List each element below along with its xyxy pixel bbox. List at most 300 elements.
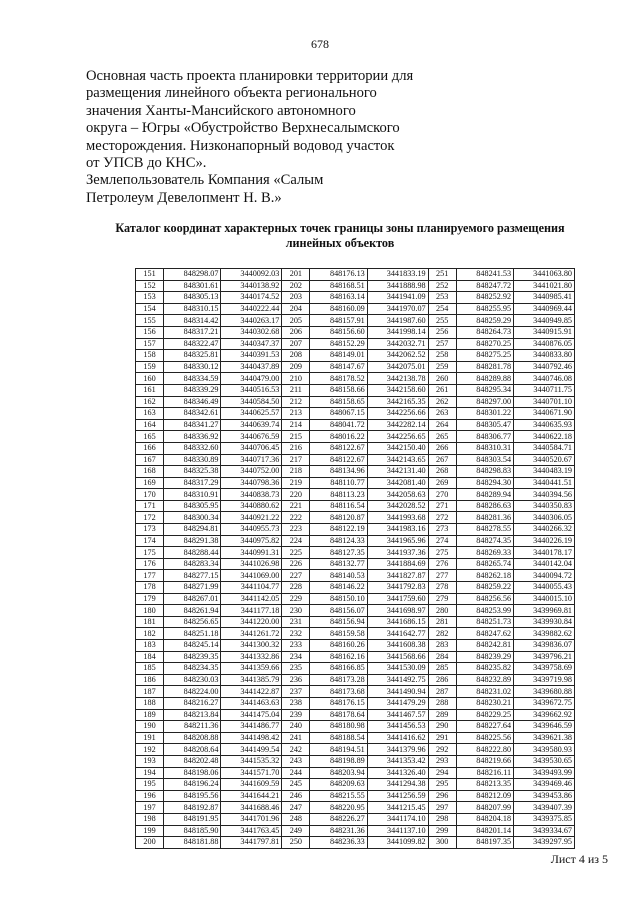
x-coordinate-cell: 848203.94 bbox=[310, 767, 367, 779]
x-coordinate-cell: 848245.14 bbox=[164, 640, 221, 652]
x-coordinate-cell: 848215.55 bbox=[310, 790, 367, 802]
y-coordinate-cell: 3440520.67 bbox=[514, 454, 575, 466]
x-coordinate-cell: 848176.15 bbox=[310, 697, 367, 709]
x-coordinate-cell: 848156.60 bbox=[310, 326, 367, 338]
x-coordinate-cell: 848306.77 bbox=[456, 431, 513, 443]
x-coordinate-cell: 848267.01 bbox=[164, 593, 221, 605]
y-coordinate-cell: 3440584.50 bbox=[221, 396, 282, 408]
y-coordinate-cell: 3439836.07 bbox=[514, 640, 575, 652]
x-coordinate-cell: 848234.35 bbox=[164, 663, 221, 675]
table-row bbox=[136, 292, 575, 304]
y-coordinate-cell: 3439930.84 bbox=[514, 616, 575, 628]
y-coordinate-cell: 3441492.75 bbox=[367, 674, 428, 686]
table-row bbox=[136, 802, 575, 814]
x-coordinate-cell: 848191.95 bbox=[164, 813, 221, 825]
x-coordinate-cell: 848305.47 bbox=[456, 419, 513, 431]
table-row bbox=[136, 582, 575, 594]
y-coordinate-cell: 3439672.75 bbox=[514, 697, 575, 709]
point-number-cell: 156 bbox=[136, 326, 164, 338]
y-coordinate-cell: 3440479.00 bbox=[221, 373, 282, 385]
x-coordinate-cell: 848195.56 bbox=[164, 790, 221, 802]
y-coordinate-cell: 3439493.99 bbox=[514, 767, 575, 779]
point-number-cell: 162 bbox=[136, 396, 164, 408]
heading-line: округа – Югры «Обустройство Верхнесалымского bbox=[86, 120, 400, 137]
y-coordinate-cell: 3440746.08 bbox=[514, 373, 575, 385]
point-number-cell: 154 bbox=[136, 303, 164, 315]
y-coordinate-cell: 3441888.98 bbox=[367, 280, 428, 292]
point-number-cell: 163 bbox=[136, 408, 164, 420]
y-coordinate-cell: 3441467.57 bbox=[367, 709, 428, 721]
table-row bbox=[136, 593, 575, 605]
point-number-cell: 293 bbox=[428, 755, 456, 767]
x-coordinate-cell: 848185.90 bbox=[164, 825, 221, 837]
y-coordinate-cell: 3441142.05 bbox=[221, 593, 282, 605]
x-coordinate-cell: 848225.56 bbox=[456, 732, 513, 744]
x-coordinate-cell: 848341.27 bbox=[164, 419, 221, 431]
table-row bbox=[136, 477, 575, 489]
y-coordinate-cell: 3440838.73 bbox=[221, 489, 282, 501]
y-coordinate-cell: 3439646.59 bbox=[514, 721, 575, 733]
point-number-cell: 190 bbox=[136, 721, 164, 733]
point-number-cell: 263 bbox=[428, 408, 456, 420]
y-coordinate-cell: 3440711.75 bbox=[514, 384, 575, 396]
point-number-cell: 290 bbox=[428, 721, 456, 733]
x-coordinate-cell: 848230.03 bbox=[164, 674, 221, 686]
x-coordinate-cell: 848264.73 bbox=[456, 326, 513, 338]
point-number-cell: 239 bbox=[282, 709, 310, 721]
table-row bbox=[136, 732, 575, 744]
point-number-cell: 203 bbox=[282, 292, 310, 304]
point-number-cell: 219 bbox=[282, 477, 310, 489]
x-coordinate-cell: 848303.54 bbox=[456, 454, 513, 466]
point-number-cell: 233 bbox=[282, 640, 310, 652]
x-coordinate-cell: 848194.51 bbox=[310, 744, 367, 756]
table-row bbox=[136, 674, 575, 686]
y-coordinate-cell: 3440516.53 bbox=[221, 384, 282, 396]
x-coordinate-cell: 848229.25 bbox=[456, 709, 513, 721]
point-number-cell: 296 bbox=[428, 790, 456, 802]
y-coordinate-cell: 3441937.36 bbox=[367, 547, 428, 559]
point-number-cell: 204 bbox=[282, 303, 310, 315]
y-coordinate-cell: 3440955.73 bbox=[221, 524, 282, 536]
point-number-cell: 254 bbox=[428, 303, 456, 315]
x-coordinate-cell: 848166.85 bbox=[310, 663, 367, 675]
y-coordinate-cell: 3441763.45 bbox=[221, 825, 282, 837]
point-number-cell: 244 bbox=[282, 767, 310, 779]
table-row bbox=[136, 269, 575, 281]
y-coordinate-cell: 3440798.36 bbox=[221, 477, 282, 489]
x-coordinate-cell: 848116.54 bbox=[310, 500, 367, 512]
point-number-cell: 225 bbox=[282, 547, 310, 559]
table-row bbox=[136, 767, 575, 779]
point-number-cell: 255 bbox=[428, 315, 456, 327]
y-coordinate-cell: 3440441.51 bbox=[514, 477, 575, 489]
x-coordinate-cell: 848301.61 bbox=[164, 280, 221, 292]
point-number-cell: 234 bbox=[282, 651, 310, 663]
y-coordinate-cell: 3441965.96 bbox=[367, 535, 428, 547]
y-coordinate-cell: 3439882.62 bbox=[514, 628, 575, 640]
x-coordinate-cell: 848176.13 bbox=[310, 269, 367, 281]
x-coordinate-cell: 848305.13 bbox=[164, 292, 221, 304]
y-coordinate-cell: 3440015.10 bbox=[514, 593, 575, 605]
table-row bbox=[136, 396, 575, 408]
y-coordinate-cell: 3441332.86 bbox=[221, 651, 282, 663]
table-row bbox=[136, 686, 575, 698]
point-number-cell: 228 bbox=[282, 582, 310, 594]
point-number-cell: 173 bbox=[136, 524, 164, 536]
point-number-cell: 295 bbox=[428, 779, 456, 791]
x-coordinate-cell: 848216.11 bbox=[456, 767, 513, 779]
y-coordinate-cell: 3440306.05 bbox=[514, 512, 575, 524]
x-coordinate-cell: 848242.81 bbox=[456, 640, 513, 652]
y-coordinate-cell: 3439758.69 bbox=[514, 663, 575, 675]
x-coordinate-cell: 848275.25 bbox=[456, 350, 513, 362]
y-coordinate-cell: 3440437.89 bbox=[221, 361, 282, 373]
point-number-cell: 251 bbox=[428, 269, 456, 281]
point-number-cell: 205 bbox=[282, 315, 310, 327]
point-number-cell: 230 bbox=[282, 605, 310, 617]
point-number-cell: 242 bbox=[282, 744, 310, 756]
heading-line: размещения линейного объекта регионального bbox=[86, 85, 377, 102]
point-number-cell: 270 bbox=[428, 489, 456, 501]
x-coordinate-cell: 848134.96 bbox=[310, 466, 367, 478]
y-coordinate-cell: 3442058.63 bbox=[367, 489, 428, 501]
table-row bbox=[136, 825, 575, 837]
x-coordinate-cell: 848310.31 bbox=[456, 442, 513, 454]
table-row bbox=[136, 303, 575, 315]
x-coordinate-cell: 848256.65 bbox=[164, 616, 221, 628]
x-coordinate-cell: 848317.29 bbox=[164, 477, 221, 489]
y-coordinate-cell: 3441970.07 bbox=[367, 303, 428, 315]
x-coordinate-cell: 848300.34 bbox=[164, 512, 221, 524]
table-row bbox=[136, 709, 575, 721]
y-coordinate-cell: 3440915.91 bbox=[514, 326, 575, 338]
x-coordinate-cell: 848212.09 bbox=[456, 790, 513, 802]
point-number-cell: 209 bbox=[282, 361, 310, 373]
x-coordinate-cell: 848152.29 bbox=[310, 338, 367, 350]
x-coordinate-cell: 848247.62 bbox=[456, 628, 513, 640]
point-number-cell: 197 bbox=[136, 802, 164, 814]
point-number-cell: 298 bbox=[428, 813, 456, 825]
x-coordinate-cell: 848198.89 bbox=[310, 755, 367, 767]
y-coordinate-cell: 3441884.69 bbox=[367, 558, 428, 570]
point-number-cell: 231 bbox=[282, 616, 310, 628]
point-number-cell: 172 bbox=[136, 512, 164, 524]
point-number-cell: 158 bbox=[136, 350, 164, 362]
x-coordinate-cell: 848222.80 bbox=[456, 744, 513, 756]
y-coordinate-cell: 3442032.71 bbox=[367, 338, 428, 350]
y-coordinate-cell: 3440483.19 bbox=[514, 466, 575, 478]
x-coordinate-cell: 848239.29 bbox=[456, 651, 513, 663]
point-number-cell: 222 bbox=[282, 512, 310, 524]
x-coordinate-cell: 848259.29 bbox=[456, 315, 513, 327]
x-coordinate-cell: 848016.22 bbox=[310, 431, 367, 443]
point-number-cell: 294 bbox=[428, 767, 456, 779]
table-row bbox=[136, 779, 575, 791]
point-number-cell: 223 bbox=[282, 524, 310, 536]
y-coordinate-cell: 3440876.05 bbox=[514, 338, 575, 350]
point-number-cell: 276 bbox=[428, 558, 456, 570]
y-coordinate-cell: 3441644.21 bbox=[221, 790, 282, 802]
table-row bbox=[136, 489, 575, 501]
table-row bbox=[136, 628, 575, 640]
x-coordinate-cell: 848158.65 bbox=[310, 396, 367, 408]
y-coordinate-cell: 3442138.78 bbox=[367, 373, 428, 385]
y-coordinate-cell: 3441571.70 bbox=[221, 767, 282, 779]
point-number-cell: 220 bbox=[282, 489, 310, 501]
point-number-cell: 170 bbox=[136, 489, 164, 501]
y-coordinate-cell: 3441827.87 bbox=[367, 570, 428, 582]
point-number-cell: 262 bbox=[428, 396, 456, 408]
x-coordinate-cell: 848158.66 bbox=[310, 384, 367, 396]
x-coordinate-cell: 848336.92 bbox=[164, 431, 221, 443]
y-coordinate-cell: 3441983.16 bbox=[367, 524, 428, 536]
point-number-cell: 206 bbox=[282, 326, 310, 338]
point-number-cell: 186 bbox=[136, 674, 164, 686]
point-number-cell: 268 bbox=[428, 466, 456, 478]
x-coordinate-cell: 848310.91 bbox=[164, 489, 221, 501]
point-number-cell: 285 bbox=[428, 663, 456, 675]
y-coordinate-cell: 3440350.83 bbox=[514, 500, 575, 512]
y-coordinate-cell: 3440880.62 bbox=[221, 500, 282, 512]
y-coordinate-cell: 3440178.17 bbox=[514, 547, 575, 559]
y-coordinate-cell: 3442062.52 bbox=[367, 350, 428, 362]
x-coordinate-cell: 848168.51 bbox=[310, 280, 367, 292]
y-coordinate-cell: 3441294.38 bbox=[367, 779, 428, 791]
y-coordinate-cell: 3441379.96 bbox=[367, 744, 428, 756]
table-row bbox=[136, 651, 575, 663]
point-number-cell: 236 bbox=[282, 674, 310, 686]
y-coordinate-cell: 3441353.42 bbox=[367, 755, 428, 767]
y-coordinate-cell: 3440969.44 bbox=[514, 303, 575, 315]
x-coordinate-cell: 848322.47 bbox=[164, 338, 221, 350]
y-coordinate-cell: 3441833.19 bbox=[367, 269, 428, 281]
point-number-cell: 277 bbox=[428, 570, 456, 582]
x-coordinate-cell: 848262.18 bbox=[456, 570, 513, 582]
x-coordinate-cell: 848227.64 bbox=[456, 721, 513, 733]
y-coordinate-cell: 3441300.32 bbox=[221, 640, 282, 652]
point-number-cell: 221 bbox=[282, 500, 310, 512]
y-coordinate-cell: 3440226.19 bbox=[514, 535, 575, 547]
table-row bbox=[136, 605, 575, 617]
y-coordinate-cell: 3440639.74 bbox=[221, 419, 282, 431]
point-number-cell: 249 bbox=[282, 825, 310, 837]
x-coordinate-cell: 848289.94 bbox=[456, 489, 513, 501]
point-number-cell: 179 bbox=[136, 593, 164, 605]
x-coordinate-cell: 848159.58 bbox=[310, 628, 367, 640]
point-number-cell: 264 bbox=[428, 419, 456, 431]
y-coordinate-cell: 3440635.93 bbox=[514, 419, 575, 431]
x-coordinate-cell: 848274.35 bbox=[456, 535, 513, 547]
x-coordinate-cell: 848178.64 bbox=[310, 709, 367, 721]
y-coordinate-cell: 3442028.52 bbox=[367, 500, 428, 512]
y-coordinate-cell: 3441385.79 bbox=[221, 674, 282, 686]
x-coordinate-cell: 848286.63 bbox=[456, 500, 513, 512]
point-number-cell: 287 bbox=[428, 686, 456, 698]
x-coordinate-cell: 848150.10 bbox=[310, 593, 367, 605]
y-coordinate-cell: 3441026.98 bbox=[221, 558, 282, 570]
y-coordinate-cell: 3441792.83 bbox=[367, 582, 428, 594]
x-coordinate-cell: 848239.35 bbox=[164, 651, 221, 663]
x-coordinate-cell: 848208.64 bbox=[164, 744, 221, 756]
y-coordinate-cell: 3442256.66 bbox=[367, 408, 428, 420]
point-number-cell: 214 bbox=[282, 419, 310, 431]
table-row bbox=[136, 419, 575, 431]
y-coordinate-cell: 3441063.80 bbox=[514, 269, 575, 281]
y-coordinate-cell: 3441177.18 bbox=[221, 605, 282, 617]
y-coordinate-cell: 3441535.32 bbox=[221, 755, 282, 767]
x-coordinate-cell: 848160.09 bbox=[310, 303, 367, 315]
x-coordinate-cell: 848281.36 bbox=[456, 512, 513, 524]
y-coordinate-cell: 3441530.09 bbox=[367, 663, 428, 675]
x-coordinate-cell: 848288.44 bbox=[164, 547, 221, 559]
table-row bbox=[136, 813, 575, 825]
point-number-cell: 250 bbox=[282, 837, 310, 849]
point-number-cell: 216 bbox=[282, 442, 310, 454]
point-number-cell: 288 bbox=[428, 697, 456, 709]
point-number-cell: 178 bbox=[136, 582, 164, 594]
point-number-cell: 182 bbox=[136, 628, 164, 640]
table-row bbox=[136, 535, 575, 547]
x-coordinate-cell: 848163.14 bbox=[310, 292, 367, 304]
table-row bbox=[136, 640, 575, 652]
y-coordinate-cell: 3441104.77 bbox=[221, 582, 282, 594]
y-coordinate-cell: 3441416.62 bbox=[367, 732, 428, 744]
x-coordinate-cell: 848156.07 bbox=[310, 605, 367, 617]
point-number-cell: 207 bbox=[282, 338, 310, 350]
point-number-cell: 271 bbox=[428, 500, 456, 512]
y-coordinate-cell: 3440792.46 bbox=[514, 361, 575, 373]
point-number-cell: 247 bbox=[282, 802, 310, 814]
heading-line: месторождения. Низконапорный водовод участок bbox=[86, 137, 395, 154]
point-number-cell: 246 bbox=[282, 790, 310, 802]
y-coordinate-cell: 3441359.66 bbox=[221, 663, 282, 675]
document-heading bbox=[86, 68, 436, 207]
point-number-cell: 257 bbox=[428, 338, 456, 350]
y-coordinate-cell: 3440092.03 bbox=[221, 269, 282, 281]
y-coordinate-cell: 3441797.81 bbox=[221, 837, 282, 849]
table-row bbox=[136, 663, 575, 675]
point-number-cell: 283 bbox=[428, 640, 456, 652]
point-number-cell: 226 bbox=[282, 558, 310, 570]
point-number-cell: 229 bbox=[282, 593, 310, 605]
x-coordinate-cell: 848219.66 bbox=[456, 755, 513, 767]
x-coordinate-cell: 848314.42 bbox=[164, 315, 221, 327]
x-coordinate-cell: 848211.36 bbox=[164, 721, 221, 733]
y-coordinate-cell: 3442075.01 bbox=[367, 361, 428, 373]
point-number-cell: 267 bbox=[428, 454, 456, 466]
x-coordinate-cell: 848231.02 bbox=[456, 686, 513, 698]
table-row bbox=[136, 570, 575, 582]
x-coordinate-cell: 848235.82 bbox=[456, 663, 513, 675]
point-number-cell: 253 bbox=[428, 292, 456, 304]
y-coordinate-cell: 3440949.85 bbox=[514, 315, 575, 327]
point-number-cell: 159 bbox=[136, 361, 164, 373]
point-number-cell: 155 bbox=[136, 315, 164, 327]
table-row bbox=[136, 837, 575, 849]
x-coordinate-cell: 848330.89 bbox=[164, 454, 221, 466]
x-coordinate-cell: 848146.22 bbox=[310, 582, 367, 594]
y-coordinate-cell: 3441608.38 bbox=[367, 640, 428, 652]
heading-line: Петролеум Девелопмент Н. В.» bbox=[86, 189, 282, 206]
point-number-cell: 245 bbox=[282, 779, 310, 791]
x-coordinate-cell: 848265.74 bbox=[456, 558, 513, 570]
point-number-cell: 292 bbox=[428, 744, 456, 756]
point-number-cell: 200 bbox=[136, 837, 164, 849]
point-number-cell: 210 bbox=[282, 373, 310, 385]
x-coordinate-cell: 848289.88 bbox=[456, 373, 513, 385]
x-coordinate-cell: 848110.77 bbox=[310, 477, 367, 489]
point-number-cell: 176 bbox=[136, 558, 164, 570]
x-coordinate-cell: 848231.36 bbox=[310, 825, 367, 837]
y-coordinate-cell: 3439453.86 bbox=[514, 790, 575, 802]
catalog-title bbox=[95, 221, 585, 251]
x-coordinate-cell: 848213.84 bbox=[164, 709, 221, 721]
x-coordinate-cell: 848204.18 bbox=[456, 813, 513, 825]
y-coordinate-cell: 3440055.43 bbox=[514, 582, 575, 594]
x-coordinate-cell: 848332.60 bbox=[164, 442, 221, 454]
y-coordinate-cell: 3439796.21 bbox=[514, 651, 575, 663]
point-number-cell: 193 bbox=[136, 755, 164, 767]
x-coordinate-cell: 848181.88 bbox=[164, 837, 221, 849]
y-coordinate-cell: 3442158.60 bbox=[367, 384, 428, 396]
y-coordinate-cell: 3441642.77 bbox=[367, 628, 428, 640]
y-coordinate-cell: 3440263.17 bbox=[221, 315, 282, 327]
x-coordinate-cell: 848140.53 bbox=[310, 570, 367, 582]
y-coordinate-cell: 3442131.40 bbox=[367, 466, 428, 478]
x-coordinate-cell: 848209.63 bbox=[310, 779, 367, 791]
y-coordinate-cell: 3442256.65 bbox=[367, 431, 428, 443]
y-coordinate-cell: 3442150.40 bbox=[367, 442, 428, 454]
x-coordinate-cell: 848132.77 bbox=[310, 558, 367, 570]
x-coordinate-cell: 848241.53 bbox=[456, 269, 513, 281]
heading-line: от УПСВ до КНС». bbox=[86, 155, 207, 172]
y-coordinate-cell: 3441137.10 bbox=[367, 825, 428, 837]
table-row bbox=[136, 697, 575, 709]
point-number-cell: 215 bbox=[282, 431, 310, 443]
y-coordinate-cell: 3441220.00 bbox=[221, 616, 282, 628]
y-coordinate-cell: 3439334.67 bbox=[514, 825, 575, 837]
point-number-cell: 286 bbox=[428, 674, 456, 686]
x-coordinate-cell: 848330.12 bbox=[164, 361, 221, 373]
y-coordinate-cell: 3442282.14 bbox=[367, 419, 428, 431]
x-coordinate-cell: 848041.72 bbox=[310, 419, 367, 431]
x-coordinate-cell: 848188.54 bbox=[310, 732, 367, 744]
y-coordinate-cell: 3441422.87 bbox=[221, 686, 282, 698]
y-coordinate-cell: 3441987.60 bbox=[367, 315, 428, 327]
x-coordinate-cell: 848198.06 bbox=[164, 767, 221, 779]
table-row bbox=[136, 755, 575, 767]
point-number-cell: 224 bbox=[282, 535, 310, 547]
point-number-cell: 240 bbox=[282, 721, 310, 733]
x-coordinate-cell: 848339.29 bbox=[164, 384, 221, 396]
y-coordinate-cell: 3439580.93 bbox=[514, 744, 575, 756]
y-coordinate-cell: 3440222.44 bbox=[221, 303, 282, 315]
x-coordinate-cell: 848067.15 bbox=[310, 408, 367, 420]
table-row bbox=[136, 408, 575, 420]
point-number-cell: 157 bbox=[136, 338, 164, 350]
x-coordinate-cell: 848342.61 bbox=[164, 408, 221, 420]
x-coordinate-cell: 848201.14 bbox=[456, 825, 513, 837]
table-row bbox=[136, 616, 575, 628]
x-coordinate-cell: 848334.59 bbox=[164, 373, 221, 385]
x-coordinate-cell: 848149.01 bbox=[310, 350, 367, 362]
x-coordinate-cell: 848180.98 bbox=[310, 721, 367, 733]
point-number-cell: 184 bbox=[136, 651, 164, 663]
y-coordinate-cell: 3441568.66 bbox=[367, 651, 428, 663]
y-coordinate-cell: 3440985.41 bbox=[514, 292, 575, 304]
point-number-cell: 266 bbox=[428, 442, 456, 454]
